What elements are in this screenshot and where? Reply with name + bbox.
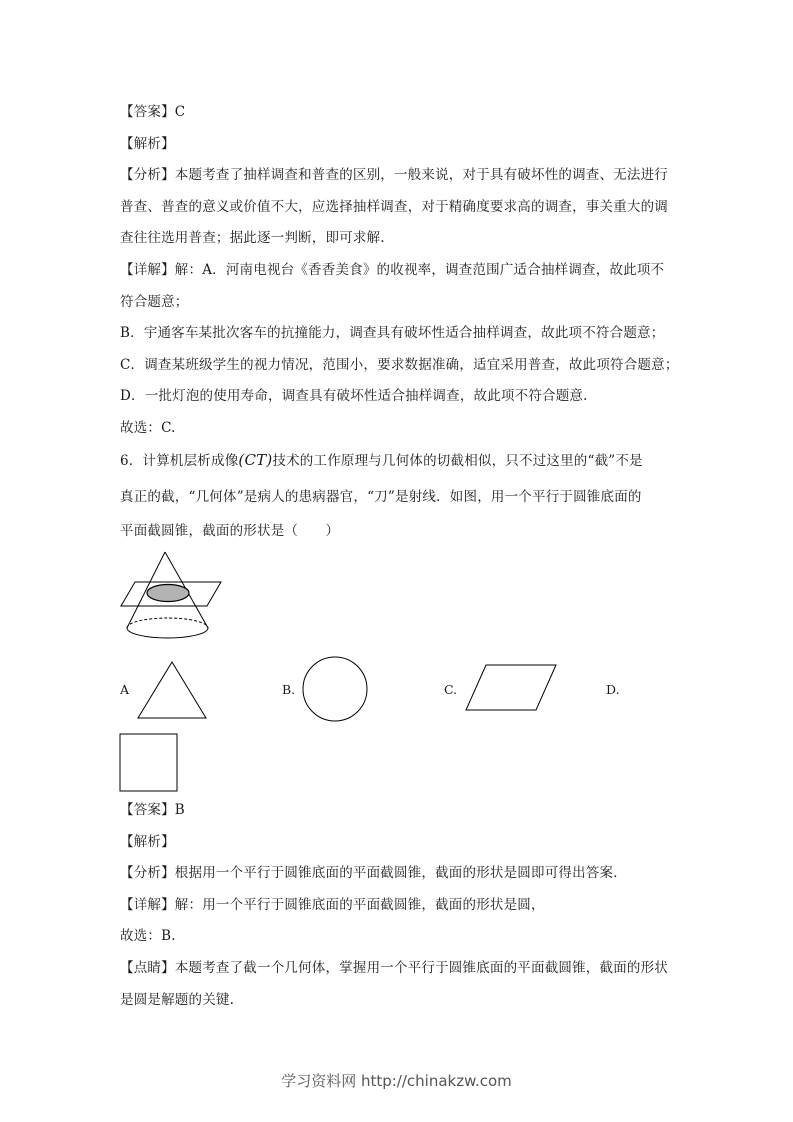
q6-stem-math: (CT) <box>238 451 273 469</box>
q6-stem-line-1 <box>120 450 643 471</box>
q5-answer: 【答案】C <box>120 104 186 120</box>
q6-fenxi: 【分析】根据用一个平行于圆锥底面的平面截圆锥，截面的形状是圆即可得出答案． <box>120 865 627 881</box>
q6-stem-line-2: 真正的截，“几何体”是病人的患病器官，“刀”是射线．如图，用一个平行于圆锥底面的 <box>120 489 642 505</box>
q5-analysis-heading: 【解析】 <box>120 136 175 152</box>
q6-stem-line-3: 平面截圆锥，截面的形状是（ ） <box>120 523 340 539</box>
q5-choice: 故选：C. <box>120 420 176 436</box>
cone-figure <box>115 550 225 650</box>
q5-option-c: C．调查某班级学生的视力情况，范围小，要求数据准确，适宜采用普查，故此项符合题意； <box>120 357 679 373</box>
q6-dianjing-line-1: 【点睛】本题考查了截一个几何体，掌握用一个平行于圆锥底面的平面截圆锥，截面的形状 <box>120 960 668 976</box>
option-d-label: D. <box>606 682 620 697</box>
option-d-square <box>119 733 179 793</box>
q6-answer: 【答案】B <box>120 802 185 818</box>
option-b-circle <box>301 655 369 723</box>
q5-fenxi-line-1: 【分析】本题考查了抽样调查和普查的区别，一般来说，对于具有破坏性的调查、无法进行 <box>120 167 668 183</box>
q6-dianjing-line-2: 是圆是解题的关键. <box>120 992 235 1008</box>
q6-analysis-heading: 【解析】 <box>120 834 175 850</box>
q5-option-b: B．宇通客车某批次客车的抗撞能力，调查具有破坏性适合抽样调查，故此项不符合题意； <box>120 325 665 341</box>
q6-stem-part2: 技术的工作原理与几何体的切截相似，只不过这里的“截”不是 <box>272 453 643 469</box>
q5-xiangjie-line-2: 符合题意； <box>120 294 189 310</box>
option-c-parallelogram <box>464 663 558 713</box>
option-a-label: A <box>120 682 130 697</box>
q5-fenxi-line-2: 普查、普查的意义或价值不大，应选择抽样调查，对于精确度要求高的调查，事关重大的调 <box>120 199 668 215</box>
option-b-label: B. <box>282 682 296 697</box>
q5-fenxi-line-3: 查往往选用普查；据此逐一判断，即可求解. <box>120 230 385 246</box>
q5-xiangjie-line-1: 【详解】解：A．河南电视台《香香美食》的收视率，调查范围广适合抽样调查，故此项不 <box>120 262 665 278</box>
q6-choice: 故选：B. <box>120 928 176 944</box>
q5-option-d: D．一批灯泡的使用寿命，调查具有破坏性适合抽样调查，故此项不符合题意. <box>120 388 588 404</box>
q6-stem-part1: 6．计算机层析成像 <box>120 453 239 469</box>
option-a-triangle <box>136 660 208 720</box>
footer-watermark: 学习资料网 http://chinakzw.com <box>281 1072 512 1090</box>
q6-xiangjie: 【详解】解：用一个平行于圆锥底面的平面截圆锥，截面的形状是圆， <box>120 897 545 913</box>
option-c-label: C. <box>444 682 458 697</box>
